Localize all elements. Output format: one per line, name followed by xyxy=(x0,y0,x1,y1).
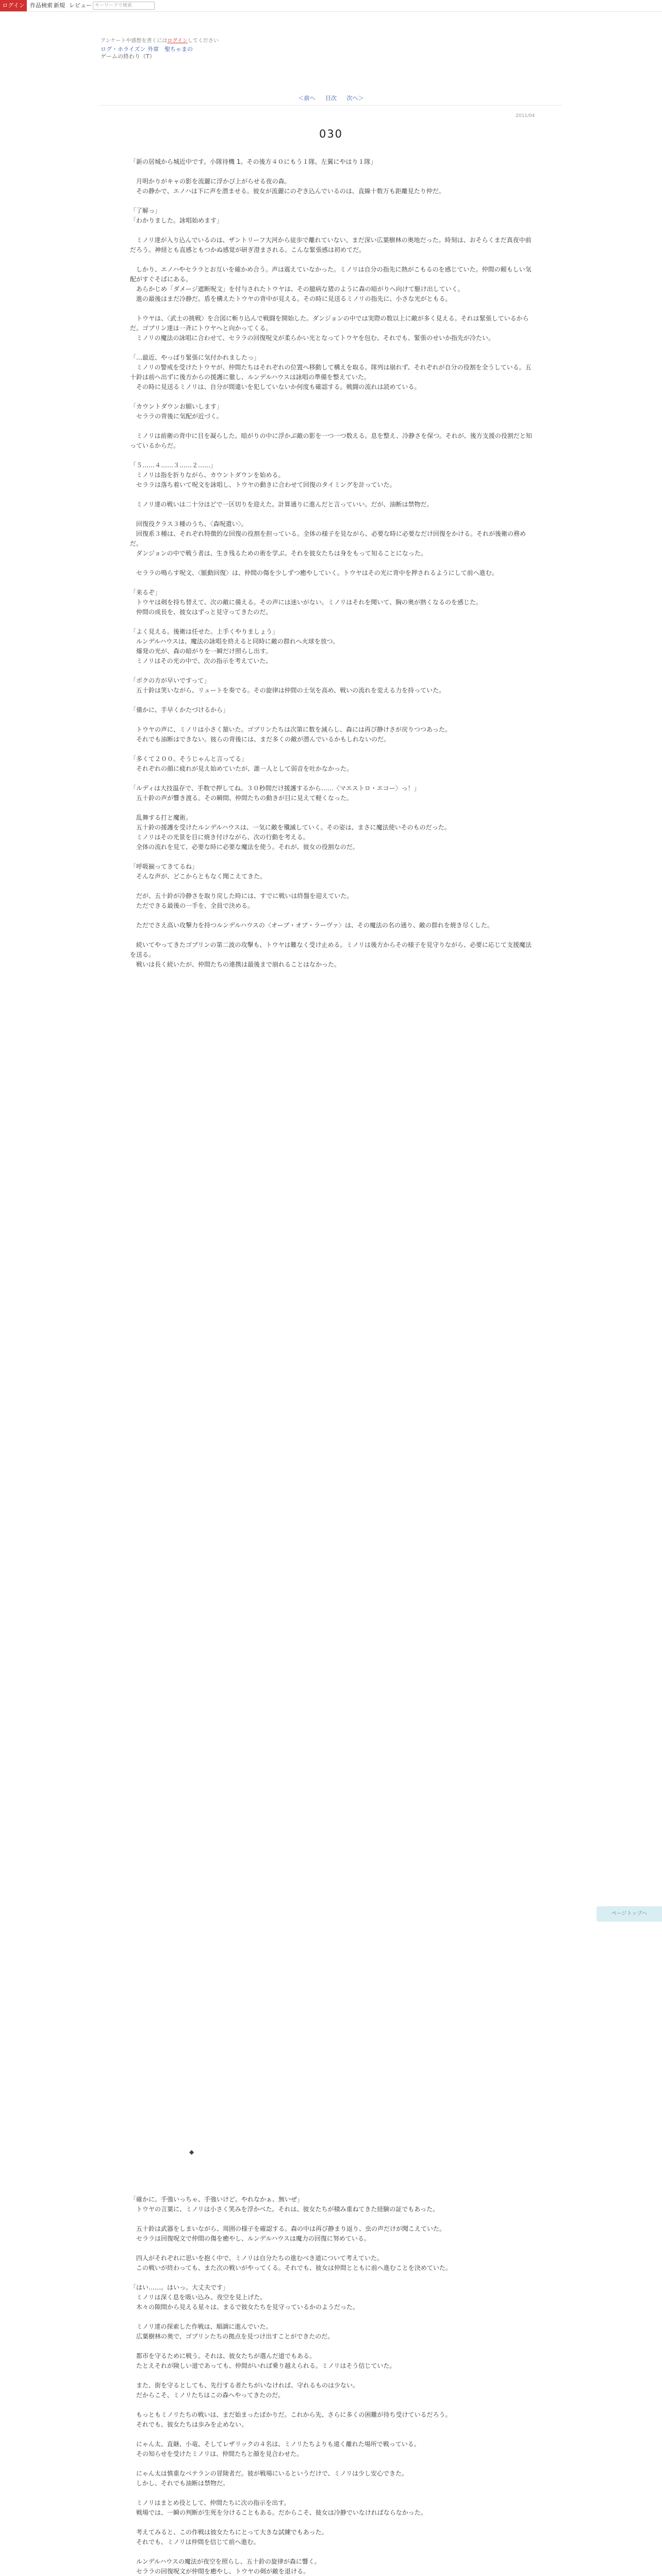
body-paragraph: それでも、ミノリは仲間を信じて前へ進む。 xyxy=(130,2538,260,2546)
blank-line xyxy=(130,2371,537,2381)
prev-link[interactable]: ＜前へ xyxy=(298,95,316,101)
body-paragraph: ミノリは深く息を吸い込み、夜空を見上げた。 xyxy=(130,2294,267,2301)
body-paragraph: 爆発の光が、森の暗がりを一瞬だけ照らし出す。 xyxy=(130,648,272,655)
body-paragraph: ミノリはまとめ役として、仲間たちに次の指示を出す。 xyxy=(130,2499,290,2506)
body-paragraph: 戦場では、一瞬の判断が生死を分けることもある。だからこそ、彼女は冷静でいなければならなかった。 xyxy=(130,2509,427,2516)
body-paragraph: 「よく見える。後衛は任せた。上手くやりましょう」 xyxy=(130,628,279,635)
body-paragraph: トウヤの言葉に、ミノリは小さく笑みを浮かべた。それは、彼女たちが積み重ねてきた経験の証でもあった。 xyxy=(130,2206,439,2213)
blank-line xyxy=(130,911,537,921)
blank-line xyxy=(130,578,537,588)
body-paragraph: 回復系３種は、それぞれ特徴的な回復の役割を担っている。全体の様子を見ながら、必要な時に必要なだけ回復をかける。それが後衛の務めだ。 xyxy=(130,530,526,547)
notice-suffix: してください xyxy=(187,38,219,44)
blank-line xyxy=(130,255,537,265)
body-paragraph: だからこそ、ミノリたちはこの森へやってきたのだ。 xyxy=(130,2392,285,2399)
body-paragraph: 木々の隙間から見える星々は、まるで彼女たちを見守っているかのようだった。 xyxy=(130,2303,359,2311)
body-paragraph: 「呼吸揃ってきてるね」 xyxy=(130,863,198,870)
body-paragraph: 考えてみると、この作戦は彼女たちにとって大きな試練でもあった。 xyxy=(130,2529,328,2536)
body-paragraph: その知らせを受けたミノリは、仲間たちと顔を見合わせた。 xyxy=(130,2450,303,2458)
body-paragraph: だが、五十鈴が冷静さを取り戻した時には、すでに戦いは終盤を迎えていた。 xyxy=(130,892,353,900)
body-paragraph: 「ボクの方が早いですって」 xyxy=(130,677,210,684)
blank-line xyxy=(130,558,537,568)
login-button[interactable]: ログイン xyxy=(0,0,27,11)
pager-top xyxy=(0,94,662,102)
nav-review-link[interactable]: レビュー xyxy=(69,2,92,9)
blank-line xyxy=(130,696,537,705)
body-paragraph: トウヤは剣を持ち替えて、次の敵に備える。その声には迷いがない。ミノリはそれを聞いて、胸の奥が熱くなるのを感じた。 xyxy=(130,599,483,606)
body-paragraph: 戦いは長く続いたが、仲間たちの連携は最後まで崩れることはなかった。 xyxy=(130,961,341,968)
body-paragraph: もっともミノリたちの戦いは、まだ始まったばかりだ。これから先、さらに多くの困難が待ち受けているだろう。 xyxy=(130,2411,452,2418)
body-paragraph: 五十鈴の援護を受けたルンデルハウスは、一気に敵を殲滅していく。その姿は、まさに魔法使いそのものだった。 xyxy=(130,824,451,831)
body-paragraph: 「カウントダウンお願いします」 xyxy=(130,403,223,410)
body-paragraph: 「…最近、やっぱり緊張に気付かれましたっ」 xyxy=(130,354,260,361)
blank-line xyxy=(130,2488,537,2498)
body-paragraph: 回復役クラス３種のうち、〈森呪遣い〉。 xyxy=(130,520,247,528)
body-paragraph: たとえそれが険しい道であっても、仲間がいれば乗り越えられる。ミノリはそう信じていた。 xyxy=(130,2362,396,2369)
body-paragraph: ミノリは前衛の背中に目を凝らした。暗がりの中に浮かぶ敵の影を一つ一つ数える。息を整え、冷静さを保つ。それが、後方支援の役割だと知っているからだ。 xyxy=(130,432,532,449)
body-paragraph: 仲間の成長を、彼女はずっと見守ってきたのだ。 xyxy=(130,608,272,616)
chapter-number: 030 xyxy=(319,128,343,140)
page-top-button[interactable]: ページトップへ xyxy=(597,1906,662,1922)
body-paragraph: 「新の居城から城近中です。小隊待機 1。その後方４０にもう１隊。左翼にやはり１隊」 xyxy=(130,158,377,165)
blank-line xyxy=(130,930,537,940)
notice-login-link[interactable]: ログイン xyxy=(167,38,188,44)
nav-new-link[interactable]: 新規 xyxy=(54,2,65,9)
blank-line xyxy=(130,2214,537,2224)
blank-line xyxy=(130,167,537,177)
body-paragraph: にゃん太、直継、小竜、そしてレザリックの４名は、ミノリたちよりも遠く離れた場所で戦っている。 xyxy=(130,2441,420,2448)
body-paragraph: ミノリはその光の中で、次の指示を考えていた。 xyxy=(130,657,272,665)
blank-line xyxy=(130,510,537,519)
body-paragraph: 「多くて２００。そうじゃんと言ってる」 xyxy=(130,755,248,762)
body-paragraph: それぞれの顔に疲れが見え始めていたが、誰一人として弱音を吐かなかった。 xyxy=(130,765,353,772)
body-paragraph: 「備かに、手早くかたづけるから」 xyxy=(130,706,229,714)
novel-title-link[interactable]: ログ・ホライズン 外章 聖ちゃまの xyxy=(101,46,193,53)
blank-line xyxy=(130,2244,537,2253)
body-paragraph: ミノリ達が入り込んでいるのは、ザントリーフ大河から徒歩で離れていない、まだ深い広葉樹林の奥地だった。時刻は、おそらくまだ真夜中前だろう。神経とも直感ともつかぬ感覚が研ぎ澄まされる。こんな緊張感は初めてだ。 xyxy=(130,236,532,253)
blank-line xyxy=(130,2518,537,2528)
body-paragraph: 「ルディは大技温存で、手数で押してね。３０秒間だけ援護するから……〈マエストロ・エコー〉っ！」 xyxy=(130,785,420,792)
blank-line xyxy=(130,2312,537,2322)
divider xyxy=(101,105,562,106)
body-paragraph: ミノリの魔法の詠唱に合わせて、セララの回復呪文が柔らかい光となってトウヤを包む。それでも、緊張のせいか指先が冷たい。 xyxy=(130,334,495,342)
blank-line xyxy=(130,304,537,314)
body-paragraph: 「確かに。手強いっちゃ、手強いけど。やれなかぁ、無いぜ」 xyxy=(130,2196,304,2203)
body-paragraph: 月明かりがキャの影を流麗に浮かび上がらせる夜の森。 xyxy=(130,178,291,185)
body-paragraph: 進の最後はまだ冷静だ。盾を構えたトウヤの背中が見える。その時に見送るミノリの指先に、小さな光がともる。 xyxy=(130,295,452,302)
body-paragraph: 五十鈴は武器をしまいながら、周囲の様子を確認する。森の中は再び静まり返り、虫の声だけが聞こえていた。 xyxy=(130,2225,446,2232)
blank-line xyxy=(130,666,537,676)
body-paragraph: にゃん太は慎重なベテランの冒険者だ。彼が戦場にいるというだけで、ミノリは少し安心できた。 xyxy=(130,2470,408,2477)
blank-line xyxy=(130,451,537,461)
chapter-body-continued xyxy=(130,2195,537,2576)
body-paragraph: ミノリの警戒を受けたトウヤが、仲間たちはそれぞれの位置へ移動して構えを取る。隊列は崩れず、それぞれが自分の役割を全うしている。五十鈴は前へ出ずに後方からの援護に徹し、ルンデルハウスは詠唱の準備を整えていた。 xyxy=(130,364,532,381)
blank-line xyxy=(130,226,537,235)
nav-works-link[interactable]: 作品検索 xyxy=(30,2,53,9)
body-paragraph: 全体の流れを見て、必要な時に必要な魔法を使う。それが、彼女の役割なのだ。 xyxy=(130,843,359,851)
body-paragraph: トウヤの声に、ミノリは小さく頷いた。ゴブリンたちは次第に数を減らし、森には再び静けさが戻りつつあった。 xyxy=(130,726,451,733)
body-paragraph: 「わかりました。詠唱始めます」 xyxy=(130,217,223,224)
top-navigation-bar xyxy=(0,0,662,12)
body-paragraph: また、街を守るとしても、先行する者たちがいなければ、守れるものは少ない。 xyxy=(130,2382,359,2389)
body-paragraph: 「了解っ」 xyxy=(130,207,161,214)
body-paragraph: それでも油断はできない。彼らの背後には、まだ多くの敵が潜んでいるかもしれないのだ。 xyxy=(130,736,390,743)
body-paragraph: 続いてやってきたゴブリンの第二波の攻撃も、トウヤは難なく受け止める。ミノリは後方からその様子を見守りながら、必要に応じて支援魔法を送る。 xyxy=(130,941,532,958)
body-paragraph: セララは落ち着いて呪文を詠唱し、トウヤの動きに合わせて回復のタイミングを計っていた。 xyxy=(130,481,396,488)
blank-line xyxy=(130,2459,537,2469)
body-paragraph: そんな声が、どこからともなく聞こえてきた。 xyxy=(130,873,267,880)
blank-line xyxy=(130,421,537,431)
blank-line xyxy=(130,490,537,500)
body-paragraph: ただでさえ高い攻撃力を持つルンデルハウスの〈オーブ・オブ・ラーヴァ〉は、その魔法の名の通り、敵の群れを焼き尽くした。 xyxy=(130,922,493,929)
body-paragraph: 「５……４……３……２……」 xyxy=(130,462,217,469)
body-paragraph: しかり、エノハやセララとお互いを確かめ合う。声は震えていなかった。ミノリは自分の指先に熱がこもるのを感じていた。仲間の頼もしい気配がすぐそばにある。 xyxy=(130,266,532,283)
body-paragraph: 乱舞する打と魔術。 xyxy=(130,814,192,821)
blank-line xyxy=(130,2547,537,2557)
body-paragraph: ミノリ達の探索した作戦は、順調に進んでいた。 xyxy=(130,2323,272,2330)
post-date: 2011/04 xyxy=(516,113,535,118)
blank-line xyxy=(130,2273,537,2283)
body-paragraph: セララの鳴らす呪文、〈脈動回復〉は、仲間の傷を少しずつ癒やしていく。トウヤはその光に背中を押されるようにして前へ進む。 xyxy=(130,569,498,577)
body-paragraph: この戦いが終わっても、また次の戦いがやってくる。それでも、彼女は仲間とともに前へ進むことを決めていた。 xyxy=(130,2264,452,2272)
next-link[interactable]: 次へ＞ xyxy=(346,95,364,101)
chapter-body xyxy=(130,157,537,970)
body-paragraph: セララの背後に気配が近づく。 xyxy=(130,413,223,420)
body-paragraph: その静かで、エノハは下に声を潜ませる。彼女が流麗にのぞき込んでいるのは、直線十数万も距離見たり仲だ。 xyxy=(130,188,445,195)
blank-line xyxy=(130,617,537,627)
body-paragraph: ただできる最後の一手を、全員で決める。 xyxy=(130,902,254,909)
blank-line xyxy=(130,392,537,402)
body-paragraph: 五十鈴の声が響き渡る。その瞬間、仲間たちの動きが目に見えて軽くなった。 xyxy=(130,794,353,802)
body-paragraph: セララは回復呪文で仲間の傷を癒やし、ルンデルハウスは魔力の回復に努めている。 xyxy=(130,2235,370,2242)
blank-line xyxy=(130,774,537,784)
section-marker: ◆ xyxy=(189,2148,194,2156)
body-paragraph: ミノリは指を折りながら、カウントダウンを始める。 xyxy=(130,471,285,479)
blank-line xyxy=(130,343,537,353)
blank-line xyxy=(130,882,537,891)
blank-line xyxy=(130,744,537,754)
toc-link[interactable]: 目次 xyxy=(325,95,337,101)
body-paragraph: 「来るぞ」 xyxy=(130,589,161,596)
body-paragraph: ルンデルハウスは、魔法の詠唱を終えると同時に敵の群れへ火球を放つ。 xyxy=(130,638,339,645)
body-paragraph: ミノリはその光景を目に焼き付けながら、次の行動を考える。 xyxy=(130,834,309,841)
blank-line xyxy=(130,2342,537,2351)
blank-line xyxy=(130,852,537,862)
body-paragraph: 四人がそれぞれに思いを抱く中で、ミノリは自分たちの進むべき道について考えていた。 xyxy=(130,2255,384,2262)
body-paragraph: それでも、彼女たちは歩みを止めない。 xyxy=(130,2421,248,2428)
body-paragraph: ミノリ達の戦いは二十分ほどで一区切りを迎えた。計算通りに進んだと言っていい。だが、油断は禁物だ。 xyxy=(130,501,433,508)
body-paragraph: セララの回復呪文が仲間を癒やし、トウヤの剣が敵を退ける。 xyxy=(130,2568,310,2575)
body-paragraph: ルンデルハウスの魔法が夜空を照らし、五十鈴の旋律が森に響く。 xyxy=(130,2558,321,2565)
body-paragraph: 「はい……。はいっ。大丈夫です」 xyxy=(130,2284,229,2291)
notice-prefix: アンケートや感想を書くには xyxy=(101,38,168,44)
blank-line xyxy=(130,715,537,725)
body-paragraph: しかし、それでも油断は禁物だ。 xyxy=(130,2480,229,2487)
body-paragraph: 広葉樹林の奥で、ゴブリンたちの拠点を見つけ出すことができたのだ。 xyxy=(130,2333,334,2340)
blank-line xyxy=(130,2430,537,2439)
body-paragraph: 五十鈴は笑いながら、リュートを奏でる。その旋律は仲間の士気を高め、戦いの流れを変える力を持っていた。 xyxy=(130,687,445,694)
blank-line xyxy=(130,196,537,206)
body-paragraph: ダンジョンの中で戦う者は、生き残るための術を学ぶ。それを彼女たちは身をもって知ることになった。 xyxy=(130,550,427,557)
blank-line xyxy=(130,803,537,813)
body-paragraph: あらかじめ「ダメージ遮断呪文」を付与されたトウヤは、その臆病な猪のように森の暗がりへ向けて駆け出していく。 xyxy=(130,285,464,293)
body-paragraph: トウヤは、〈武士の挑戦〉を合図に斬り込んで戦闘を開始した。ダンジョンの中では実際の数以上に敵が多く見える。それは緊張しているからだ。ゴブリン達は一斉にトウヤへと向かってくる。 xyxy=(130,315,529,332)
blank-line xyxy=(130,2400,537,2410)
login-notice xyxy=(101,36,219,44)
search-input[interactable]: キーワードで検索 xyxy=(93,2,155,10)
novel-subtitle: ゲームの終わり（T） xyxy=(101,53,155,60)
body-paragraph: その時に見送るミノリは、自分が間違いを犯していないか何度も確認する。戦闘の流れは読めている。 xyxy=(130,383,421,391)
body-paragraph: 都市を守るために戦う。それは、彼女たちが選んだ道でもある。 xyxy=(130,2352,316,2360)
